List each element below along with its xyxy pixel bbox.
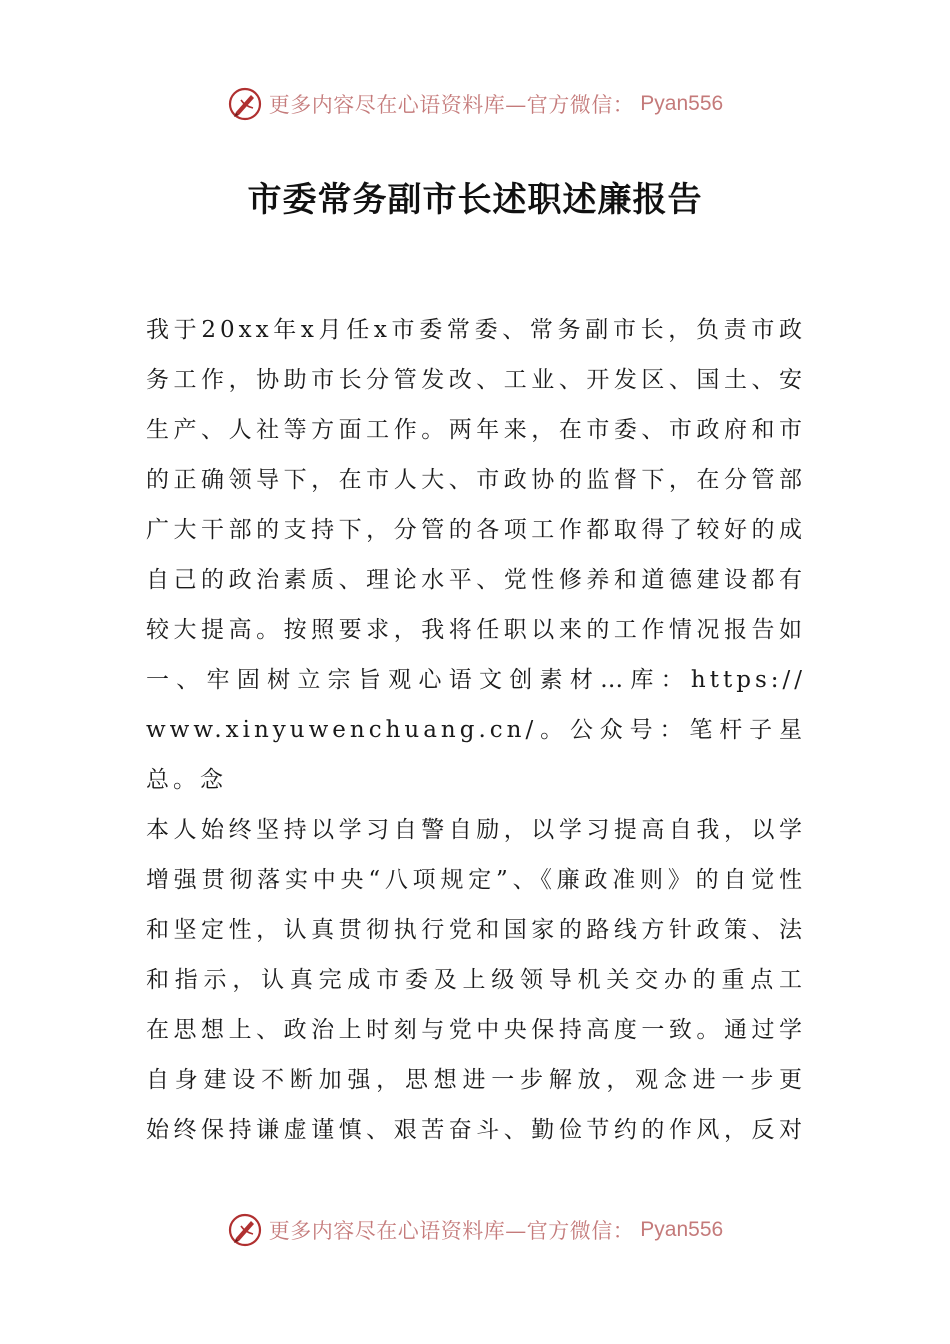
body-line: 增强贯彻落实中央“八项规定”、《廉政准则》的自觉性 [146,867,806,893]
body-line: 生产、人社等方面工作。两年来，在市委、市政府和市 [146,417,806,443]
body-line: 自己的政治素质、理论水平、党性修养和道德建设都有 [146,567,806,593]
document-body [146,305,806,1155]
body-line: 在思想上、政治上时刻与党中央保持高度一致。通过学 [146,1017,806,1043]
banner-text: 更多内容尽在心语资料库—官方微信： [268,1219,635,1243]
banner-text: 更多内容尽在心语资料库—官方微信： [268,93,635,117]
body-line: 我于20xx年x月任x市委常委、常务副市长，负责市政 [146,317,806,343]
body-line: 和指示，认真完成市委及上级领导机关交办的重点工 [146,967,806,993]
body-line-url: www.xinyuwenchuang.cn/。公众号：笔杆子星 [146,717,806,743]
body-line: 广大干部的支持下，分管的各项工作都取得了较好的成 [146,517,806,543]
body-line: 始终保持谦虚谨慎、艰苦奋斗、勤俭节约的作风，反对 [146,1117,806,1143]
header-watermark-banner [0,84,950,124]
body-line: 自身建设不断加强，思想进一步解放，观念进一步更 [146,1067,806,1093]
body-line: 总。念 [146,767,227,793]
body-line: 的正确领导下，在市人大、市政协的监督下，在分管部 [146,467,806,493]
banner-wechat-id: Pyan556 [640,1218,724,1241]
body-line: 本人始终坚持以学习自警自励，以学习提高自我，以学 [146,817,806,843]
body-line: 和坚定性，认真贯彻执行党和国家的路线方针政策、法 [146,917,806,943]
body-line: 较大提高。按照要求，我将任职以来的工作情况报告如 [146,617,806,643]
pen-logo-icon [227,86,263,122]
body-line: 务工作，协助市长分管发改、工业、开发区、国土、安 [146,367,806,393]
footer-watermark-banner [0,1210,950,1250]
pen-logo-icon [227,1212,263,1248]
document-title: 市委常务副市长述职述廉报告 [247,180,703,220]
body-line: 一、牢固树立宗旨观心语文创素材…库：https:// [146,667,806,693]
banner-wechat-id: Pyan556 [640,92,724,115]
